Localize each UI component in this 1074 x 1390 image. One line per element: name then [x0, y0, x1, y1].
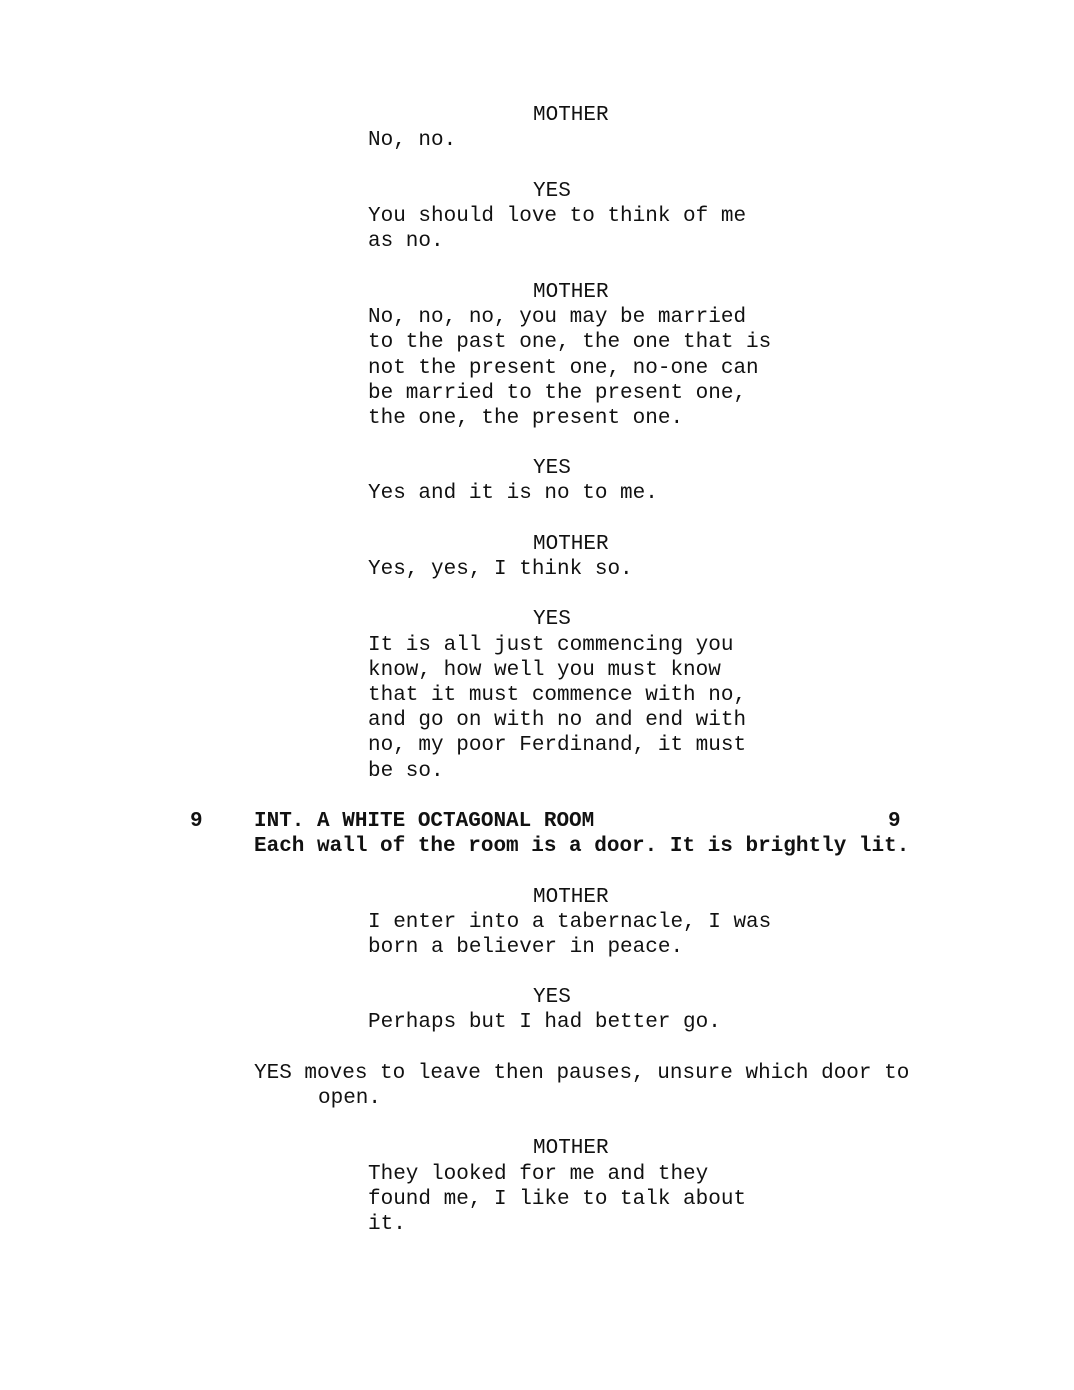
character-cue: MOTHER — [533, 886, 609, 909]
dialogue-line: that it must commence with no, — [368, 684, 747, 707]
character-cue: MOTHER — [533, 1137, 609, 1160]
dialogue-line: not the present one, no-one can — [368, 357, 759, 380]
dialogue-line: They looked for me and they — [368, 1163, 709, 1186]
action-line: open. — [318, 1087, 382, 1110]
dialogue-line: to the past one, the one that is — [368, 331, 772, 354]
character-cue: YES — [533, 986, 571, 1009]
scene-number-left: 9 — [190, 810, 203, 833]
dialogue-line: it. — [368, 1213, 406, 1236]
scene-description: Each wall of the room is a door. It is brightly lit. — [254, 835, 910, 858]
dialogue-line: be married to the present one, — [368, 382, 747, 405]
character-cue: MOTHER — [533, 104, 609, 127]
action-line: YES moves to leave then pauses, unsure which door to — [254, 1062, 910, 1085]
dialogue-line: born a believer in peace. — [368, 936, 684, 959]
dialogue-line: You should love to think of me — [368, 205, 747, 228]
dialogue-line: as no. — [368, 230, 444, 253]
dialogue-line: It is all just commencing you — [368, 634, 734, 657]
dialogue-line: No, no. — [368, 129, 457, 152]
dialogue-line: know, how well you must know — [368, 659, 721, 682]
dialogue-line: no, my poor Ferdinand, it must — [368, 734, 747, 757]
character-cue: YES — [533, 180, 571, 203]
dialogue-line: the one, the present one. — [368, 407, 684, 430]
dialogue-line: be so. — [368, 760, 444, 783]
character-cue: YES — [533, 457, 571, 480]
character-cue: MOTHER — [533, 281, 609, 304]
character-cue: YES — [533, 608, 571, 631]
scene-heading: INT. A WHITE OCTAGONAL ROOM — [254, 810, 595, 833]
character-cue: MOTHER — [533, 533, 609, 556]
dialogue-line: and go on with no and end with — [368, 709, 747, 732]
dialogue-line: Perhaps but I had better go. — [368, 1011, 721, 1034]
dialogue-line: No, no, no, you may be married — [368, 306, 747, 329]
dialogue-line: Yes, yes, I think so. — [368, 558, 633, 581]
dialogue-line: found me, I like to talk about — [368, 1188, 747, 1211]
dialogue-line: I enter into a tabernacle, I was — [368, 911, 772, 934]
dialogue-line: Yes and it is no to me. — [368, 482, 658, 505]
scene-number-right: 9 — [888, 810, 901, 833]
